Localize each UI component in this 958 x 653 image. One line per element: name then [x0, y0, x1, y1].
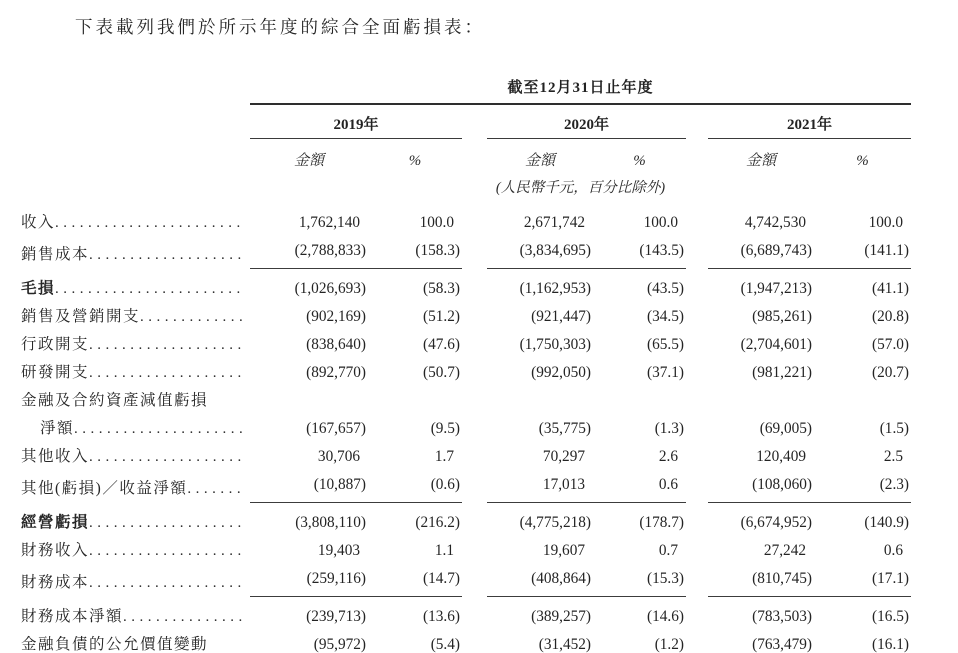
- percent-cell: 0.7: [658, 542, 678, 559]
- percent-cell: (57.0): [872, 336, 910, 353]
- amount-cell: (95,972): [313, 636, 366, 653]
- column-spacer: [462, 209, 487, 237]
- row-label: [20, 237, 250, 269]
- amount-cell: (6,689,743): [708, 237, 814, 269]
- dot-leader: [89, 363, 242, 383]
- dot-leader: [89, 541, 242, 561]
- percent-cell: (58.3): [423, 280, 460, 297]
- column-spacer: [686, 331, 708, 359]
- percent-cell: [368, 387, 462, 415]
- percent-cell: (158.3): [368, 237, 462, 269]
- amount-cell: [487, 387, 593, 415]
- table-row: [20, 503, 911, 538]
- percent-cell: (43.5): [647, 280, 684, 297]
- row-label-text: 行政開支: [21, 336, 90, 353]
- table-row: [20, 415, 911, 443]
- percent-cell: 100.0: [643, 214, 678, 231]
- row-label: [20, 537, 250, 565]
- amount-cell: (389,257): [531, 608, 591, 625]
- column-spacer: [686, 387, 708, 415]
- percent-cell: (140.9): [864, 514, 910, 531]
- percent-cell: 2.5: [883, 448, 904, 465]
- column-spacer: [686, 209, 708, 237]
- percent-cell: (41.1): [872, 280, 910, 297]
- dot-leader: [89, 447, 242, 467]
- row-label-text: 收入: [21, 214, 56, 231]
- column-spacer: [462, 631, 487, 653]
- column-spacer: [462, 443, 487, 471]
- row-label: [20, 503, 250, 538]
- amount-cell: (985,261): [752, 308, 812, 325]
- amount-cell: (3,808,110): [295, 514, 366, 531]
- percent-cell: 100.0: [868, 214, 904, 231]
- row-label: [20, 387, 250, 415]
- amount-column-header: 金額: [745, 153, 776, 169]
- column-spacer: [462, 415, 487, 443]
- year-2019-header: 2019年: [250, 104, 462, 139]
- percent-column-header: %: [633, 153, 646, 169]
- percent-cell: [814, 387, 911, 415]
- table-row: [20, 209, 911, 237]
- dot-leader: [187, 479, 242, 499]
- amount-cell: 17,013: [487, 471, 593, 503]
- percent-cell: (15.3): [593, 565, 686, 597]
- period-header-row: [20, 75, 911, 104]
- year-header-row: [20, 104, 911, 139]
- table-body: [20, 209, 911, 653]
- percent-cell: (1.3): [654, 420, 684, 437]
- amount-cell: (408,864): [487, 565, 593, 597]
- row-label: [20, 631, 250, 653]
- percent-cell: (14.6): [647, 608, 684, 625]
- amount-cell: (108,060): [708, 471, 814, 503]
- percent-cell: (14.7): [368, 565, 462, 597]
- percent-cell: (5.4): [430, 636, 460, 653]
- percent-cell: (65.5): [647, 336, 684, 353]
- comprehensive-loss-table: [20, 75, 911, 653]
- percent-cell: (17.1): [814, 565, 911, 597]
- table-row: [20, 359, 911, 387]
- empty-cell: [20, 139, 250, 173]
- amount-cell: 19,607: [542, 542, 585, 559]
- percent-cell: (143.5): [593, 237, 686, 269]
- amount-cell: (167,657): [306, 420, 366, 437]
- amount-cell: (10,887): [250, 471, 368, 503]
- row-label: [20, 471, 250, 503]
- percent-cell: (20.7): [872, 364, 910, 381]
- row-label: [20, 209, 250, 237]
- percent-cell: (34.5): [647, 308, 684, 325]
- table-row: [20, 331, 911, 359]
- amount-cell: (981,221): [752, 364, 812, 381]
- percent-cell: 1.7: [434, 448, 454, 465]
- year-2020-header: 2020年: [487, 104, 686, 139]
- table-row: [20, 269, 911, 304]
- amount-cell: (3,834,695): [487, 237, 593, 269]
- empty-cell: [20, 104, 250, 139]
- percent-cell: (50.7): [423, 364, 460, 381]
- year-2021-header: 2021年: [708, 104, 911, 139]
- row-label-text: 財務成本: [21, 573, 90, 591]
- column-spacer: [462, 269, 487, 304]
- amount-cell: (2,704,601): [740, 336, 812, 353]
- percent-cell: (1.2): [654, 636, 684, 653]
- amount-column-header: 金額: [293, 153, 324, 169]
- amount-cell: (6,674,952): [740, 514, 812, 531]
- amount-cell: (2,788,833): [250, 237, 368, 269]
- dot-leader: [89, 335, 242, 355]
- percent-cell: (37.1): [647, 364, 684, 381]
- dot-leader: [89, 573, 242, 593]
- percent-cell: 2.6: [658, 448, 678, 465]
- amount-cell: (1,947,213): [740, 280, 812, 297]
- column-spacer: [462, 503, 487, 538]
- column-spacer: [462, 237, 487, 269]
- row-label-text: 銷售成本: [21, 245, 90, 263]
- row-label: [20, 565, 250, 597]
- row-label-text: 其他(虧損)／收益淨額: [21, 479, 188, 497]
- percent-cell: [593, 387, 686, 415]
- row-label-text: 其他收入: [21, 448, 90, 465]
- amount-cell: [250, 387, 368, 415]
- percent-column-header: %: [856, 153, 869, 169]
- row-label-text: 財務成本淨額: [21, 608, 124, 625]
- row-label: [20, 269, 250, 304]
- amount-cell: (810,745): [708, 565, 814, 597]
- percent-cell: (178.7): [639, 514, 684, 531]
- percent-cell: (1.5): [879, 420, 910, 437]
- amount-cell: (783,503): [752, 608, 812, 625]
- dot-leader: [55, 279, 242, 299]
- dot-leader: [55, 213, 242, 233]
- amount-cell: (35,775): [538, 420, 591, 437]
- percent-cell: (9.5): [430, 420, 460, 437]
- column-header-row: [20, 139, 911, 173]
- percent-cell: (16.1): [872, 636, 910, 653]
- column-spacer: [686, 139, 708, 173]
- row-label: [20, 331, 250, 359]
- percent-cell: (16.5): [872, 608, 910, 625]
- percent-cell: (13.6): [423, 608, 460, 625]
- percent-cell: 100.0: [419, 214, 454, 231]
- amount-cell: (892,770): [306, 364, 366, 381]
- table-row: [20, 631, 911, 653]
- amount-cell: (1,026,693): [294, 280, 366, 297]
- column-spacer: [462, 331, 487, 359]
- percent-cell: (47.6): [423, 336, 460, 353]
- column-spacer: [686, 471, 708, 503]
- row-label: [20, 303, 250, 331]
- percent-cell: (141.1): [814, 237, 911, 269]
- percent-cell: (216.2): [415, 514, 460, 531]
- dot-leader: [123, 607, 242, 627]
- row-label-text: 銷售及營銷開支: [21, 308, 141, 325]
- amount-cell: (1,750,303): [519, 336, 591, 353]
- amount-cell: (763,479): [752, 636, 812, 653]
- amount-cell: 2,671,742: [523, 214, 585, 231]
- column-spacer: [686, 537, 708, 565]
- amount-cell: (259,116): [250, 565, 368, 597]
- column-spacer: [686, 104, 708, 139]
- intro-text: 下表載列我們於所示年度的綜合全面虧損表：: [75, 17, 485, 37]
- amount-cell: (902,169): [306, 308, 366, 325]
- column-spacer: [686, 443, 708, 471]
- table-row: [20, 471, 911, 503]
- percent-cell: (0.6): [368, 471, 462, 503]
- dot-leader: [89, 245, 242, 265]
- column-spacer: [686, 269, 708, 304]
- amount-cell: (1,162,953): [519, 280, 591, 297]
- table-row: [20, 597, 911, 632]
- amount-cell: [708, 387, 814, 415]
- column-spacer: [462, 303, 487, 331]
- percent-cell: 1.1: [434, 542, 454, 559]
- row-label-text: 金融及合約資產減值虧損: [21, 392, 209, 409]
- row-label: [20, 415, 250, 443]
- row-label-text: 財務收入: [21, 542, 90, 559]
- row-label-text: 淨額: [40, 420, 75, 437]
- amount-cell: 27,242: [763, 542, 806, 559]
- percent-column-header: %: [408, 153, 422, 169]
- percent-cell: (20.8): [872, 308, 910, 325]
- amount-column-header: 金額: [524, 153, 555, 169]
- percent-cell: (2.3): [814, 471, 911, 503]
- percent-cell: 0.6: [883, 542, 904, 559]
- empty-cell: [20, 75, 250, 104]
- column-spacer: [462, 104, 487, 139]
- amount-cell: 1,762,140: [298, 214, 360, 231]
- column-spacer: [462, 359, 487, 387]
- amount-cell: 30,706: [317, 448, 360, 465]
- amount-cell: 19,403: [317, 542, 360, 559]
- row-label: [20, 443, 250, 471]
- table-row: [20, 237, 911, 269]
- units-note: (人民幣千元，百分比除外): [495, 180, 666, 196]
- table-row: [20, 537, 911, 565]
- column-spacer: [686, 631, 708, 653]
- amount-cell: (4,775,218): [519, 514, 591, 531]
- column-spacer: [462, 471, 487, 503]
- dot-leader: [74, 419, 242, 439]
- amount-cell: (239,713): [306, 608, 366, 625]
- row-label: [20, 359, 250, 387]
- column-spacer: [462, 387, 487, 415]
- amount-cell: (31,452): [538, 636, 591, 653]
- column-spacer: [686, 237, 708, 269]
- period-header: 截至12月31日止年度: [250, 75, 911, 104]
- table-row: [20, 565, 911, 597]
- column-spacer: [462, 537, 487, 565]
- row-label-text: 毛損: [21, 280, 56, 297]
- units-note-row: [20, 172, 911, 209]
- row-label-text: 金融負債的公允價值變動: [21, 636, 209, 653]
- table-row: [20, 303, 911, 331]
- row-label: [20, 597, 250, 632]
- column-spacer: [686, 303, 708, 331]
- amount-cell: (838,640): [306, 336, 366, 353]
- amount-cell: (992,050): [531, 364, 591, 381]
- amount-cell: (69,005): [759, 420, 812, 437]
- dot-leader: [89, 513, 242, 533]
- column-spacer: [686, 597, 708, 632]
- table-row: [20, 387, 911, 415]
- column-spacer: [462, 139, 487, 173]
- column-spacer: [686, 503, 708, 538]
- column-spacer: [686, 359, 708, 387]
- empty-cell: [20, 172, 250, 209]
- column-spacer: [462, 565, 487, 597]
- column-spacer: [686, 415, 708, 443]
- dot-leader: [140, 307, 242, 327]
- percent-cell: 0.6: [593, 471, 686, 503]
- amount-cell: 70,297: [542, 448, 585, 465]
- column-spacer: [686, 565, 708, 597]
- amount-cell: (921,447): [531, 308, 591, 325]
- amount-cell: 4,742,530: [744, 214, 806, 231]
- column-spacer: [462, 597, 487, 632]
- table-row: [20, 443, 911, 471]
- row-label-text: 研發開支: [21, 364, 90, 381]
- amount-cell: 120,409: [756, 448, 806, 465]
- percent-cell: (51.2): [423, 308, 460, 325]
- row-label-text: 經營虧損: [21, 514, 90, 531]
